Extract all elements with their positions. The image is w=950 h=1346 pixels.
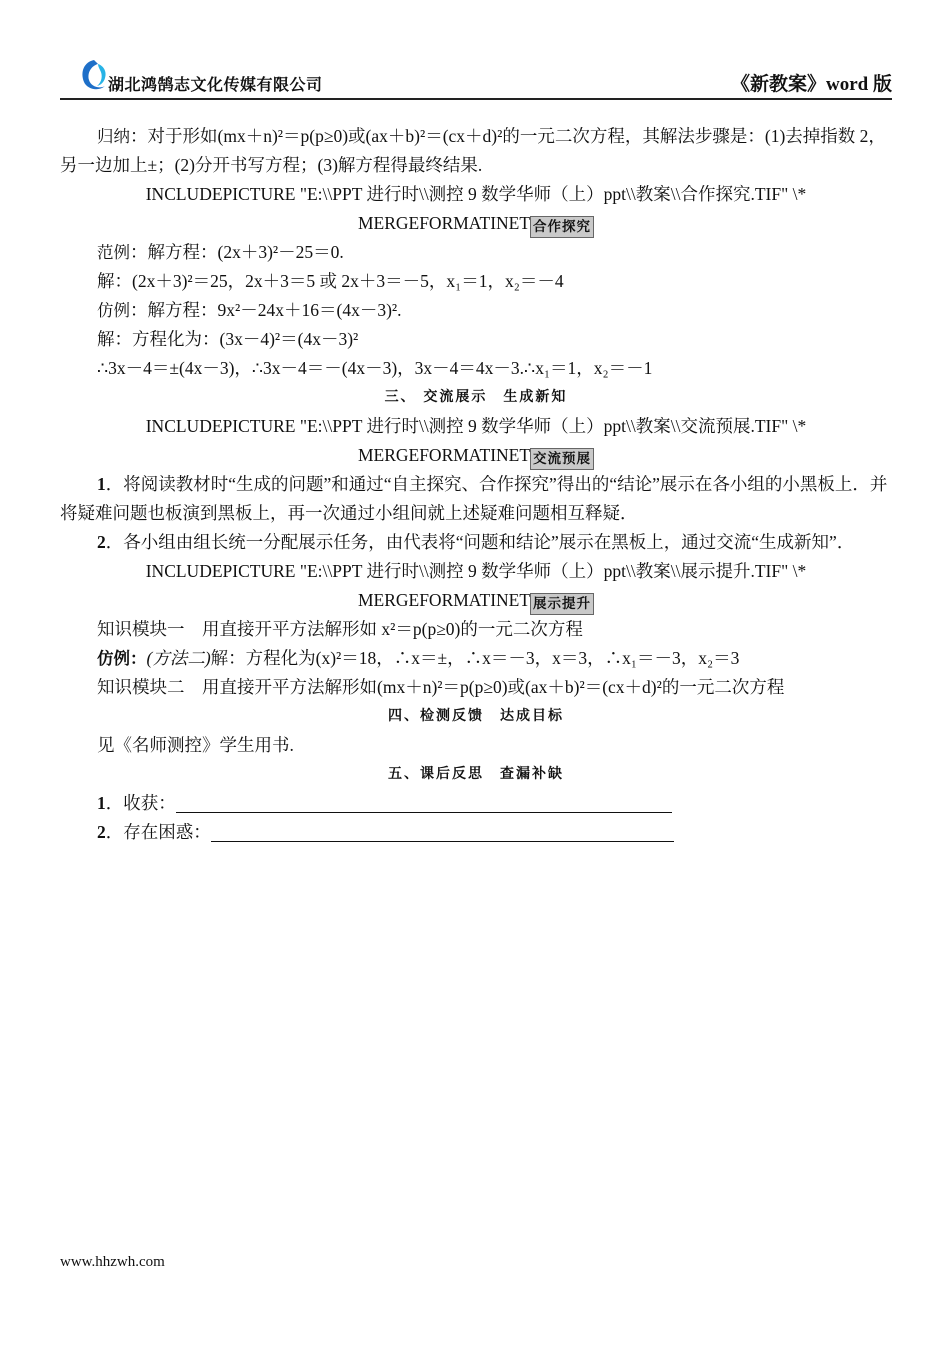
document-body	[60, 122, 892, 847]
list-item-number: 1	[97, 474, 106, 494]
exchange-preview-badge: 交流预展	[530, 448, 594, 470]
list-item-text: ．各小组由组长统一分配展示任务，由代表将“问题和结论”展示在黑板上，通过交流“生成新知”．	[105, 532, 855, 552]
list-item-2	[60, 528, 892, 557]
solution-line-1: 解：(2x＋3)²＝25，2x＋3＝5 或 2x＋3＝－5，x₁＝1，x₂＝－4	[97, 271, 564, 291]
imitation-2-label: 仿例：	[97, 649, 147, 668]
section-heading-4: 四、检测反馈 达成目标	[388, 708, 564, 724]
list-item-number: 2	[97, 532, 106, 552]
reflect-label: ．收获：	[105, 793, 176, 813]
edition-label: 《新教案》word 版	[731, 74, 892, 95]
imitation-paragraph	[60, 296, 892, 325]
company-name: 湖北鸿鹄志文化传媒有限公司	[108, 75, 323, 94]
section-heading-3: 三、 交流展示 生成新知	[384, 389, 568, 405]
include-field-1-line2	[60, 209, 892, 238]
imitation-label: 仿例	[97, 301, 130, 320]
mergeformat-text: MERGEFORMATINET	[357, 445, 531, 465]
include-field-2-line2	[60, 441, 892, 470]
section-heading-5: 五、课后反思 查漏补缺	[388, 766, 564, 782]
knowledge-module-2: 知识模块二 用直接开平方法解形如(mx＋n)²＝p(p≥0)或(ax＋b)²＝(cx＋d)²的一元二次方程	[97, 677, 785, 697]
include-field-2-line1: INCLUDEPICTURE "E:\\PPT 进行时\\测控 9 数学华师（上）ppt\\教案\\交流预展.TIF" \*	[145, 416, 807, 436]
page-header	[60, 56, 892, 100]
summary-label: 归纳	[97, 127, 130, 146]
imitation-2-method: (方法二)	[146, 648, 211, 668]
reflect-number: 2	[97, 822, 106, 842]
footer-url[interactable]: www.hhzwh.com	[60, 1254, 165, 1270]
summary-text: ：对于形如(mx＋n)²＝p(p≥0)或(ax＋b)²＝(cx＋d)²的一元二次方程，其解法步骤是：(1)去掉指数 2，另一边加上±；(2)分开书写方程；(3)解方程得最终结果.	[60, 126, 886, 175]
include-field-3-line1: INCLUDEPICTURE "E:\\PPT 进行时\\测控 9 数学华师（上）ppt\\教案\\展示提升.TIF" \*	[145, 561, 807, 581]
list-item-1	[60, 470, 892, 528]
confusion-answer-line[interactable]	[211, 823, 674, 842]
list-item-text: ．将阅读教材时“生成的问题”和通过“自主探究、合作探究”得出的“结论”展示在各小组的小黑板上．并将疑难问题也板演到黑板上，再一次通过小组间就上述疑难问题相互释疑．	[60, 474, 888, 523]
cooperative-explore-badge: 合作探究	[530, 216, 594, 238]
knowledge-module-1: 知识模块一 用直接开平方法解形如 x²＝p(p≥0)的一元二次方程	[97, 619, 583, 639]
harvest-answer-line[interactable]	[176, 794, 672, 813]
solution-line-3: ∴3x－4＝±(4x－3)，∴3x－4＝－(4x－3)，3x－4＝4x－3.∴x₁＝1，x₂＝－1	[97, 358, 653, 378]
imitation-2-text: 解：方程化为(x)²＝18，∴x＝±，∴x＝－3，x＝3，∴x₁＝－3，x₂＝3	[210, 648, 740, 668]
summary-paragraph	[60, 122, 892, 180]
reflect-item-2	[60, 818, 892, 847]
imitation-text: ：解方程：9x²－24x＋16＝(4x－3)².	[130, 300, 402, 320]
mergeformat-text: MERGEFORMATINET	[357, 590, 531, 610]
example-paragraph	[60, 238, 892, 267]
mergeformat-text: MERGEFORMATINET	[357, 213, 531, 233]
reflect-item-1	[60, 789, 892, 818]
reflect-label: ．存在困惑：	[105, 822, 211, 842]
include-field-1-line1: INCLUDEPICTURE "E:\\PPT 进行时\\测控 9 数学华师（上）ppt\\教案\\合作探究.TIF" \*	[145, 184, 807, 204]
imitation-2-paragraph	[60, 644, 892, 673]
display-improve-badge: 展示提升	[530, 593, 594, 615]
example-label: 范例	[97, 243, 130, 262]
reference-line: 见《名师测控》学生用书.	[97, 735, 294, 755]
include-field-3-line2	[60, 586, 892, 615]
reflect-number: 1	[97, 793, 106, 813]
example-text: ：解方程：(2x＋3)²－25＝0.	[130, 242, 344, 262]
solution-line-2: 解：方程化为：(3x－4)²＝(4x－3)²	[97, 329, 359, 349]
